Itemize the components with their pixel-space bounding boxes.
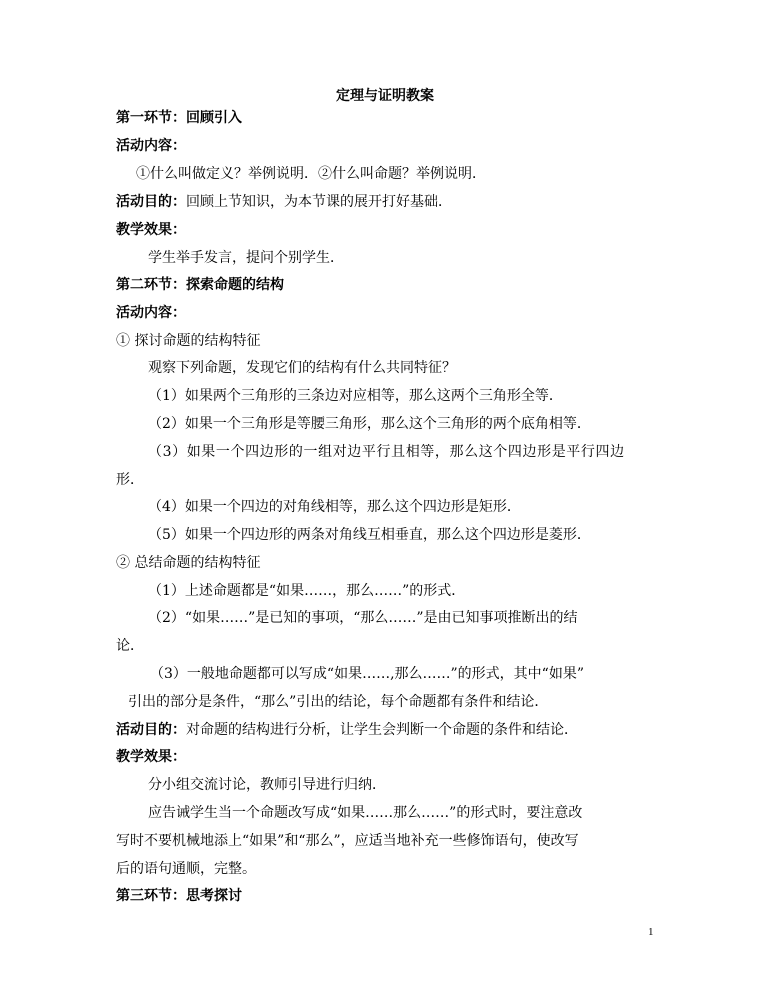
section2-sub1-intro: 观察下列命题，发现它们的结构有什么共同特征？ xyxy=(148,360,456,376)
proposition-item-1: （1）如果两个三角形的三条边对应相等，那么这两个三角形全等． xyxy=(148,388,563,404)
section2-sub2-heading: ② 总结命题的结构特征 xyxy=(116,555,261,571)
section1-purpose-label: 活动目的： xyxy=(116,194,186,210)
section2-effect-text-2-line2: 写时不要机械地添上“如果”和“那么”，应适当地补充一些修饰语句，使改写 xyxy=(116,833,579,849)
section1-heading: 第一环节：回顾引入 xyxy=(116,110,242,126)
proposition-item-3-line2: 形． xyxy=(116,472,144,488)
section2-purpose xyxy=(116,720,578,740)
summary-item-3-line1: （3）一般地命题都可以写成“如果……,那么……”的形式，其中“如果” xyxy=(150,666,584,682)
summary-item-3-line2: 引出的部分是条件，“那么”引出的结论，每个命题都有条件和结论． xyxy=(128,694,549,710)
section1-effect-label: 教学效果： xyxy=(116,222,186,238)
document-title: 定理与证明教案 xyxy=(336,88,434,104)
proposition-item-5: （5）如果一个四边形的两条对角线互相垂直，那么这个四边形是菱形． xyxy=(148,527,591,543)
section2-effect-text-2-line1: 应告诫学生当一个命题改写成“如果……那么……”的形式时，要注意改 xyxy=(148,805,583,821)
section2-heading: 第二环节：探索命题的结构 xyxy=(116,277,284,293)
section2-effect-text-2-line3: 后的语句通顺，完整。 xyxy=(116,861,256,877)
section2-purpose-label: 活动目的： xyxy=(116,722,186,738)
section1-content-text: ①什么叫做定义？举例说明．②什么叫命题？举例说明． xyxy=(136,166,486,182)
section2-purpose-text: 对命题的结构进行分析，让学生会判断一个命题的条件和结论． xyxy=(186,722,578,738)
section3-heading: 第三环节：思考探讨 xyxy=(116,888,242,904)
proposition-item-2: （2）如果一个三角形是等腰三角形，那么这个三角形的两个底角相等． xyxy=(148,416,591,432)
proposition-item-3-line1: （3）如果一个四边形的一组对边平行且相等，那么这个四边形是平行四边 xyxy=(148,444,625,460)
summary-item-2-line1: （2）“如果……”是已知的事项，“那么……”是由已知事项推断出的结 xyxy=(148,610,578,626)
proposition-item-4: （4）如果一个四边的对角线相等，那么这个四边形是矩形． xyxy=(148,499,521,515)
section1-purpose xyxy=(116,192,452,212)
summary-item-1: （1）上述命题都是“如果……，那么……”的形式． xyxy=(148,583,466,599)
section2-content-label: 活动内容： xyxy=(116,305,186,321)
section1-content-label: 活动内容： xyxy=(116,138,186,154)
summary-item-2-line2: 论． xyxy=(116,638,144,654)
section2-effect-label: 教学效果： xyxy=(116,749,186,765)
section2-effect-text-1: 分小组交流讨论，教师引导进行归纳． xyxy=(148,777,386,793)
page-number: 1 xyxy=(648,926,654,938)
section2-sub1-heading: ① 探讨命题的结构特征 xyxy=(116,333,261,349)
section1-effect-text: 学生举手发言，提问个别学生． xyxy=(148,250,344,266)
section1-purpose-text: 回顾上节知识，为本节课的展开打好基础． xyxy=(186,194,452,210)
